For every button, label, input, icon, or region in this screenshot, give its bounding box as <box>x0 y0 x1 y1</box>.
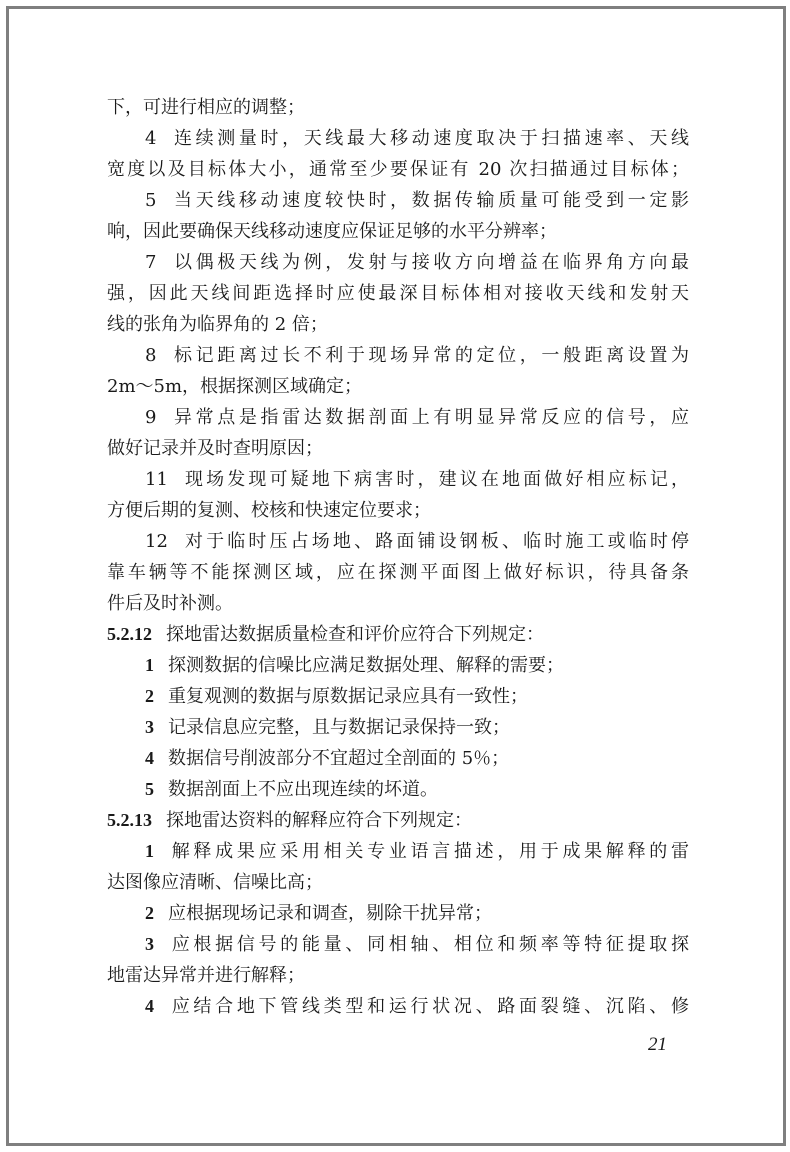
text-line <box>107 619 689 650</box>
line-text: 探测数据的信噪比应满足数据处理、解释的需要； <box>168 655 564 677</box>
text-line <box>107 340 689 371</box>
item-number: 5 <box>145 190 157 212</box>
item-number: 9 <box>145 407 157 429</box>
document-body <box>107 92 689 1022</box>
line-text: 2m～5m，根据探测区域确定； <box>107 376 363 398</box>
text-line <box>107 898 689 929</box>
line-text: 地雷达异常并进行解释； <box>107 965 305 987</box>
text-line <box>107 402 689 433</box>
line-text: 现场发现可疑地下病害时，建议在地面做好相应标记， <box>181 469 689 491</box>
text-line <box>107 774 689 805</box>
line-text: 以偶极天线为例，发射与接收方向增益在临界角方向最 <box>170 252 689 274</box>
item-number: 7 <box>145 252 157 274</box>
item-number: 11 <box>145 469 168 491</box>
text-line <box>107 805 689 836</box>
line-text: 异常点是指雷达数据剖面上有明显异常反应的信号，应 <box>170 407 689 429</box>
text-line <box>107 712 689 743</box>
line-text: 重复观测的数据与原数据记录应具有一致性； <box>168 686 528 708</box>
item-number: 2 <box>145 903 154 924</box>
text-line <box>107 650 689 681</box>
text-line <box>107 123 689 154</box>
text-line <box>107 526 689 557</box>
text-line <box>107 216 689 247</box>
line-text: 强，因此天线间距选择时应使最深目标体相对接收天线和发射天 <box>107 283 689 305</box>
line-text: 应根据信号的能量、同相轴、相位和频率等特征提取探 <box>168 934 689 956</box>
page-number: 21 <box>648 1034 667 1055</box>
text-line <box>107 371 689 402</box>
item-number: 12 <box>145 531 168 553</box>
item-number: 2 <box>145 686 154 707</box>
text-line <box>107 433 689 464</box>
item-number: 5 <box>145 779 154 800</box>
line-text: 对于临时压占场地、路面铺设钢板、临时施工或临时停 <box>181 531 689 553</box>
text-line <box>107 557 689 588</box>
text-line <box>107 681 689 712</box>
text-line <box>107 185 689 216</box>
text-line <box>107 743 689 774</box>
item-number: 1 <box>145 841 154 862</box>
item-number: 4 <box>145 748 154 769</box>
line-text: 数据信号削波部分不宜超过全剖面的 5％； <box>168 748 510 770</box>
line-text: 靠车辆等不能探测区域，应在探测平面图上做好标识，待具备条 <box>107 562 689 584</box>
text-line <box>107 309 689 340</box>
section-number: 5.2.13 <box>107 810 152 831</box>
text-line <box>107 929 689 960</box>
text-line <box>107 464 689 495</box>
line-text: 解释成果应采用相关专业语言描述，用于成果解释的雷 <box>168 841 689 863</box>
line-text: 宽度以及目标体大小，通常至少要保证有 20 次扫描通过目标体； <box>107 159 689 181</box>
line-text: 应根据现场记录和调查，剔除干扰异常； <box>168 903 492 925</box>
line-text: 件后及时补测。 <box>107 593 233 615</box>
section-number: 5.2.12 <box>107 624 152 645</box>
line-text: 响，因此要确保天线移动速度应保证足够的水平分辨率； <box>107 221 557 243</box>
text-line <box>107 154 689 185</box>
item-number: 8 <box>145 345 157 367</box>
line-text: 方便后期的复测、校核和快速定位要求； <box>107 500 431 522</box>
text-line <box>107 247 689 278</box>
line-text: 数据剖面上不应出现连续的坏道。 <box>168 779 438 801</box>
text-line <box>107 836 689 867</box>
line-text: 探地雷达数据质量检查和评价应符合下列规定： <box>166 624 544 646</box>
text-line <box>107 495 689 526</box>
line-text: 达图像应清晰、信噪比高； <box>107 872 323 894</box>
line-text: 当天线移动速度较快时，数据传输质量可能受到一定影 <box>170 190 689 212</box>
item-number: 4 <box>145 128 157 150</box>
line-text: 探地雷达资料的解释应符合下列规定： <box>166 810 472 832</box>
item-number: 1 <box>145 655 154 676</box>
text-line <box>107 960 689 991</box>
line-text: 应结合地下管线类型和运行状况、路面裂缝、沉陷、修 <box>168 996 689 1018</box>
line-text: 做好记录并及时查明原因； <box>107 438 323 460</box>
item-number: 4 <box>145 996 154 1017</box>
text-line <box>107 92 689 123</box>
text-line <box>107 278 689 309</box>
line-text: 线的张角为临界角的 2 倍； <box>107 314 328 336</box>
line-text: 标记距离过长不利于现场异常的定位，一般距离设置为 <box>170 345 689 367</box>
item-number: 3 <box>145 934 154 955</box>
line-text: 记录信息应完整，且与数据记录保持一致； <box>168 717 510 739</box>
text-line <box>107 588 689 619</box>
line-text: 下，可进行相应的调整； <box>107 97 305 118</box>
text-line <box>107 991 689 1022</box>
text-line <box>107 867 689 898</box>
line-text: 连续测量时，天线最大移动速度取决于扫描速率、天线 <box>170 128 689 150</box>
item-number: 3 <box>145 717 154 738</box>
